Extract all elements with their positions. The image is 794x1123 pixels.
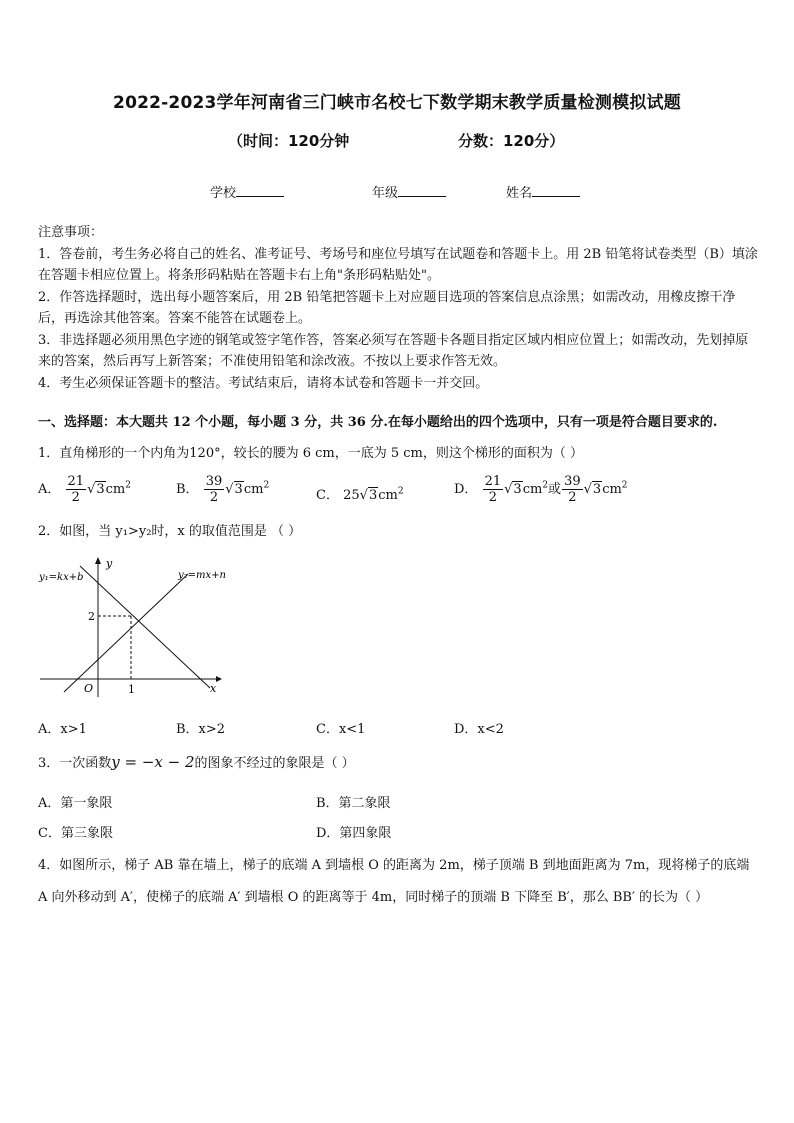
q3-prefix: 3．一次函数 [38,756,112,771]
option-label: B． [176,482,199,497]
note-item: 1．答卷前，考生务必将自己的姓名、准考证号、考场号和座位号填写在试题卷和答题卡上。用 2B 铅笔将试卷类型（B）填涂在答题卡相应位置上。将条形码粘贴在答题卡右上角"条形码粘贴处"。 [38,246,758,283]
section-heading: 一、选择题：本大题共 12 个小题，每小题 3 分，共 36 分.在每小题给出的四个选项中，只有一项是符合题目要求的. [38,415,718,430]
q3-option-b: B．第二象限 [316,796,391,811]
question-3-stem [38,752,355,771]
y-axis-arrow [95,557,101,564]
school-blank [236,184,284,197]
question-1-stem: 1．直角梯形的一个内角为120°，较长的腰为 6 cm，一底为 5 cm，则这个梯形的面积为（ ） [38,446,584,461]
question-4-stem: 4．如图所示，梯子 AB 靠在墙上，梯子的底端 A 到墙根 O 的距离为 2m，梯子顶端 B 到地面距离为 7m，现将梯子的底端 A 向外移动到 A′，使梯子的底端 A′ 到墙根 O 的距离等于 4m，同时梯子的顶端 B 下降至 B′，那么 BB′ 的长为（ ） [38,858,750,905]
name-blank [532,184,580,197]
grade-field [372,182,446,201]
sqrt-symbol: √3 [225,482,243,497]
note-item: 4．考生必须保证答题卡的整洁。考试结束后，请将本试卷和答题卡一并交回。 [38,375,489,391]
x-axis-label: x [210,682,217,695]
sqrt-symbol: √3 [359,488,378,503]
q1-option-a: A． $\frac{21}{2}$ $√3cm^2$ [38,474,131,505]
sqrt-symbol: √3 [504,482,522,497]
q2-option-c: C．x<1 [316,722,366,737]
q2-option-d: D．x<2 [454,722,504,737]
q1-option-c: C． $25√3cm^2$ [316,486,404,503]
school-field [210,182,284,201]
school-label: 学校 [210,186,237,201]
fraction: $\frac{21}{2}$ [484,474,502,505]
option-label: C． [316,488,339,503]
fraction: $\frac{39}{2}$ [564,474,581,505]
question-2-stem: 2．如图，当 y₁>y₂时，x 的取值范围是 （ ） [38,524,302,539]
q3-option-c: C．第三象限 [38,826,113,841]
note-item: 3．非选择题必须用黑色字迹的钢笔或签字笔作答，答案必须写在答题卡各题目指定区域内相应位置上；如需改动，先划掉原来的答案，然后再写上新答案；不准使用铅笔和涂改液。不按以上要求作答无效。 [38,332,749,369]
q3-suffix: 的图象不经过的象限是（ ） [194,756,355,771]
y2-equation-label: y₂=mx+n [178,570,226,581]
sqrt-symbol: √3 [87,482,105,497]
x-axis-arrow [216,676,222,682]
y-axis-label: y [106,557,113,570]
y-tick-label: 2 [88,610,95,623]
q3-option-d: D．第四象限 [316,826,392,841]
grade-label: 年级 [372,186,399,201]
q2-option-a: A．x>1 [38,722,87,737]
q1-option-d: D． $\frac{21}{2}$ $√3cm^2$或 $\frac{39}{2}$ $√3cm^2$ [454,474,628,505]
q2-graph [36,552,226,702]
fraction: $\frac{21}{2}$ [67,474,85,505]
option-label: A． [38,482,61,497]
y1-equation-label: y₁=kx+b [39,572,84,583]
sqrt-symbol: √3 [583,482,602,497]
name-label: 姓名 [506,186,533,201]
exam-score: 分数：120分） [458,132,565,150]
page-title: 2022-2023学年河南省三门峡市名校七下数学期末教学质量检测模拟试题 [113,93,681,113]
grade-blank [398,184,446,197]
exam-time: （时间：120分钟 [228,132,350,150]
q2-option-b: B．x>2 [176,722,226,737]
line-y2 [80,566,210,688]
option-label: D． [454,482,478,497]
line-y1 [64,574,188,692]
note-item: 2．作答选择题时，选出每小题答案后，用 2B 铅笔把答题卡上对应题目选项的答案信息点涂黑；如需改动，用橡皮擦干净后，再选涂其他答案。答案不能答在试题卷上。 [38,289,736,326]
q1-option-b: B． $\frac{39}{2}$ $√3cm^2$ [176,474,270,505]
q3-expression: y = −x − 2 [111,753,195,771]
q3-option-a: A．第一象限 [38,796,113,811]
notes-section [38,222,758,394]
fraction: $\frac{39}{2}$ [205,474,223,505]
x-tick-label: 1 [128,683,135,696]
origin-label: O [84,682,94,695]
name-field [506,182,580,201]
notes-heading: 注意事项： [38,225,104,240]
